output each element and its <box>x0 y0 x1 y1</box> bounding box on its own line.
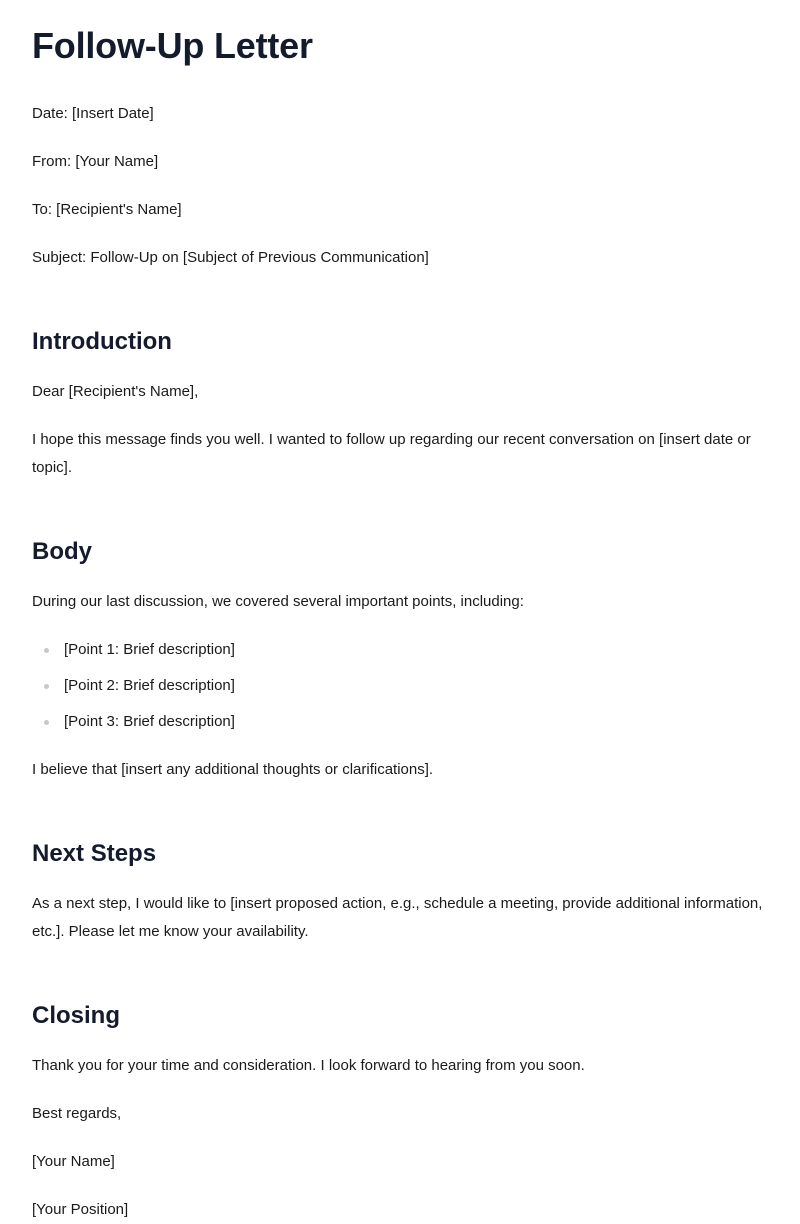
body-heading: Body <box>32 538 92 565</box>
point-text: [Point 2: Brief description] <box>64 677 235 694</box>
closing-paragraph: Thank you for your time and consideration. I look forward to hearing from you soon. <box>32 1057 585 1074</box>
closing-name: [Your Name] <box>32 1153 115 1170</box>
closing-heading: Closing <box>32 1002 120 1029</box>
bullet-icon <box>44 720 49 725</box>
next-steps-paragraph: As a next step, I would like to [insert proposed action, e.g., schedule a meeting, provide additional information, etc.]. Please let me know your availability. <box>32 895 763 940</box>
bullet-icon <box>44 648 49 653</box>
meta-from: From: [Your Name] <box>32 153 159 170</box>
point-text: [Point 3: Brief description] <box>64 713 235 730</box>
meta-to: To: [Recipient's Name] <box>32 201 182 218</box>
list-item <box>32 636 768 664</box>
closing-sign-off: Best regards, <box>32 1105 122 1122</box>
meta-date: Date: [Insert Date] <box>32 105 154 122</box>
letter-meta <box>32 100 768 272</box>
page-title: Follow-Up Letter <box>32 25 313 66</box>
body-lead: During our last discussion, we covered several important points, including: <box>32 593 524 610</box>
section-next-steps <box>32 838 768 946</box>
point-text: [Point 1: Brief description] <box>64 641 235 658</box>
introduction-paragraph: I hope this message finds you well. I wanted to follow up regarding our recent conversation on [insert date or topic]. <box>32 431 751 476</box>
body-closing-line: I believe that [insert any additional thoughts or clarifications]. <box>32 761 434 778</box>
points-list <box>32 636 768 736</box>
closing-position: [Your Position] <box>32 1201 129 1218</box>
introduction-heading: Introduction <box>32 328 172 355</box>
bullet-icon <box>44 684 49 689</box>
next-steps-heading: Next Steps <box>32 840 157 867</box>
section-introduction <box>32 326 768 482</box>
list-item <box>32 708 768 736</box>
section-closing <box>32 1000 768 1224</box>
section-body <box>32 536 768 784</box>
meta-subject: Subject: Follow-Up on [Subject of Previous Communication] <box>32 249 429 266</box>
list-item <box>32 672 768 700</box>
introduction-greeting: Dear [Recipient's Name], <box>32 383 199 400</box>
